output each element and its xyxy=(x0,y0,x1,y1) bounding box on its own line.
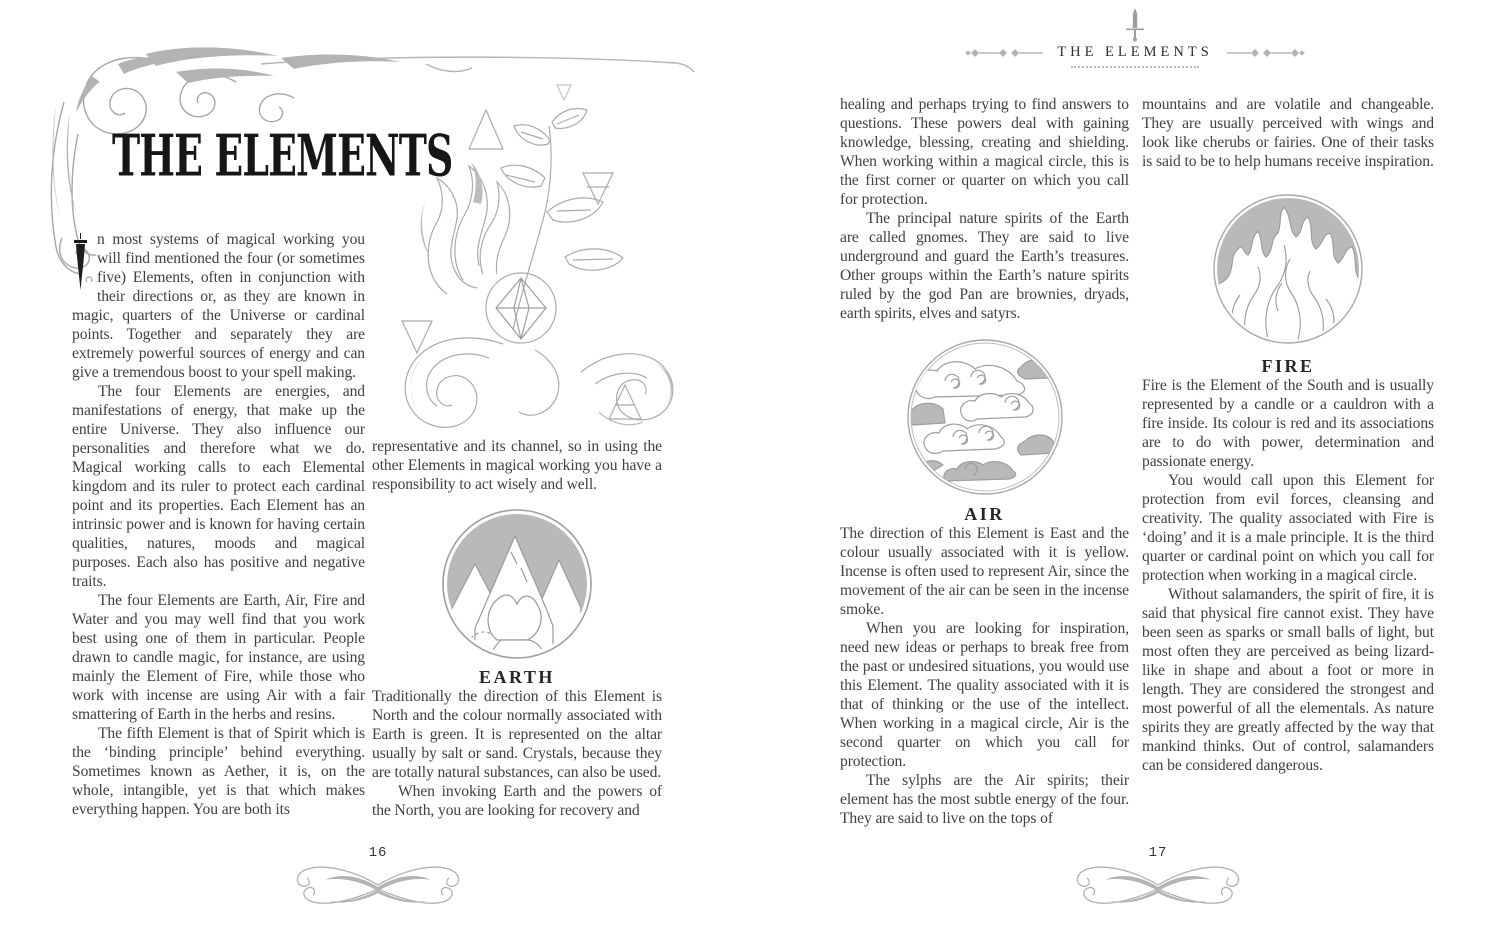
dagger-dropcap-icon xyxy=(72,233,89,291)
fire-heading: FIRE xyxy=(1261,356,1315,376)
page-number: 16 xyxy=(368,845,388,861)
page-number: 17 xyxy=(1148,845,1168,861)
body-paragraph: Without salamanders, the spirit of fire, it is said that physical fire cannot exist. They have been seen as sparks or small balls of light, but most often they are perceived as being lizard-like in shape and about a foot or more in length. They are considered the strongest and most powerful of all the elementals. As nature spirits they are greatly affected by the way that mankind thinks. Out of control, salamanders can be considered dangerous. xyxy=(1142,586,1434,774)
body-paragraph: Fire is the Element of the South and is usually represented by a candle or a cauldron with a fire inside. Its colour is red and its associations are to do with power, determination and passionate energy. xyxy=(1142,377,1434,470)
header-right-ornament-icon xyxy=(1227,47,1305,59)
footer-flourish-icon xyxy=(1063,857,1253,909)
footer-flourish-icon xyxy=(283,857,473,909)
right-column-1 xyxy=(840,95,1129,828)
body-paragraph: You would call upon this Element for protection from evil forces, cleansing and creativity. The quality associated with Fire is ‘doing’ and it is a male principle. It is the third quarter or cardinal point on which you call for protection when working in a magical circle. xyxy=(1142,472,1434,584)
earth-heading: EARTH xyxy=(479,667,555,687)
four-elements-illustration xyxy=(385,82,697,447)
body-paragraph: n most systems of magical working you will find mentioned the four (or sometimes five) Elements, often in conjunction with their directions or, as they are known in magic, quarters of the Universe or cardinal points. Together and separately they are extremely powerful sources of energy and can give a tremendous boost to your spell making. xyxy=(72,231,365,381)
running-header: THE ELEMENTS xyxy=(1057,44,1213,60)
body-paragraph: The sylphs are the Air spirits; their element has the most subtle energy of the four. They are said to live on the tops of xyxy=(840,772,1129,827)
body-paragraph: representative and its channel, so in using the other Elements in magical working you have a responsibility to act wisely and well. xyxy=(372,438,662,493)
air-heading: AIR xyxy=(964,504,1005,524)
air-illustration xyxy=(905,337,1065,497)
body-paragraph: The principal nature spirits of the Earth are called gnomes. They are said to live underground and guard the Earth’s treasures. Other groups within the Earth’s nature spirits ruled by the god Pan are brownies, dryads, earth spirits, elves and satyrs. xyxy=(840,210,1129,322)
body-paragraph: Traditionally the direction of this Element is North and the colour normally associated with Earth is green. It is represented on the altar usually by salt or sand. Crystals, because they are totally natural substances, can also be used. xyxy=(372,688,662,781)
header-dotted-rule xyxy=(1071,65,1199,68)
sword-icon xyxy=(1124,8,1146,42)
page-title: THE ELEMENTS xyxy=(112,124,453,190)
right-column-2 xyxy=(1142,95,1434,775)
body-paragraph: The four Elements are energies, and manifestations of energy, that make up the entire Universe. They also influence our personalities and therefore what we do. Magical working calls to each Elemental kingdom and its ruler to protect each cardinal point and its properties. Each Element has an intrinsic power and is known for having certain qualities, natures, moods and magical purposes. Each also has positive and negative traits. xyxy=(72,383,365,590)
right-page-footer xyxy=(1058,845,1258,909)
body-paragraph: mountains and are volatile and changeable. They are usually perceived with wings and look like cherubs or fairies. One of their tasks is said to be to help humans receive inspiration. xyxy=(1142,96,1434,170)
body-paragraph: healing and perhaps trying to find answers to questions. These powers deal with gaining knowledge, blessing, creating and shielding. When working within a magical circle, this is the first corner or quarter on which you call for protection. xyxy=(840,96,1129,208)
body-paragraph: When you are looking for inspiration, need new ideas or perhaps to break free from the past or undesired situations, you would use this Element. The quality associated with it is that of thinking or the use of the intellect. When working in a magical circle, Air is the second quarter on which you call for protection. xyxy=(840,620,1129,770)
body-paragraph: The direction of this Element is East and the colour usually associated with it is yellow. Incense is often used to represent Air, since the movement of the air can be seen in the incense smoke. xyxy=(840,525,1129,618)
left-column-2 xyxy=(372,437,662,820)
earth-illustration xyxy=(441,508,593,660)
left-column-1 xyxy=(72,230,365,819)
fire-illustration xyxy=(1212,193,1364,345)
body-paragraph: The fifth Element is that of Spirit which is the ‘binding principle’ behind everything. Sometimes known as Aether, it is, on the whole, intangible, yet is that which makes everything happen. You are both its xyxy=(72,725,365,818)
left-page-footer xyxy=(278,845,478,909)
header-left-ornament-icon xyxy=(965,47,1043,59)
body-paragraph: When invoking Earth and the powers of the North, you are looking for recovery and xyxy=(372,783,662,819)
body-paragraph: The four Elements are Earth, Air, Fire and Water and you may well find that you work best using one of them in particular. People drawn to candle magic, for instance, are using mainly the Element of Fire, while those who work with incense are using Air with a fair smattering of Earth in the herbs and resins. xyxy=(72,592,365,723)
right-page-header xyxy=(950,8,1320,68)
